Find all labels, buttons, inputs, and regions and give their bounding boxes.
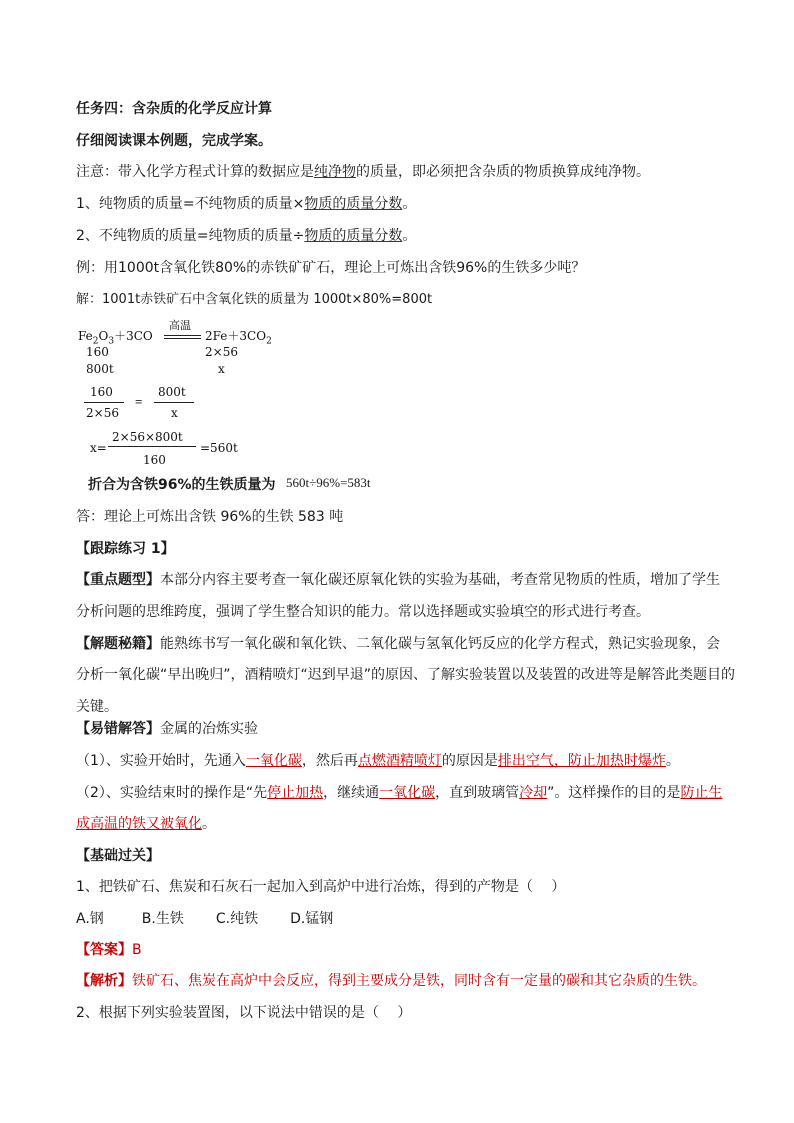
tips-line-2: 分析一氧化碳“早出晚归”，酒精喷灯“迟到早退”的原因、了解实验装置以及装置的改进等是解答此类题目的 [76,667,736,683]
conversion-label: 折合为含铁96%的生铁质量为 [88,477,276,493]
equation-condition: 高温 [169,319,191,332]
key-type-label: 【重点题型】 [76,572,160,588]
task-title: 任务四：含杂质的化学反应计算 [76,101,272,117]
note [76,162,650,182]
q1-options [76,909,333,929]
key-type-line-2: 分析问题的思维跨度，强调了学生整合知识的能力。常以选择题或实验填空的形式进行考查。 [76,604,650,620]
equation-arrow-line-1 [164,335,201,336]
eq-sub-3: 3 [108,336,115,347]
question-end-line-1 [76,783,722,803]
solve-num: 2×56×800t [112,430,183,444]
q1-analysis-text: 铁矿石、焦炭在高炉中会反应，得到主要成分是铁，同时含有一定量的碳和其它杂质的生铁。 [132,973,706,989]
note-highlight: 纯净物 [314,164,356,180]
rule-2 [76,226,416,246]
rule-2-highlight: 物质的质量分数 [304,228,403,244]
eq-right-mass: 2×56 [205,345,238,359]
q-start-b: 一氧化碳 [245,753,302,769]
q-end-a: （2）、实验结束时的操作是“先 [76,785,268,801]
basics-title: 【基础过关】 [76,848,160,864]
question-end-line-2 [76,814,216,834]
rule-2-pre: 2、不纯物质的质量=纯物质的质量÷ [76,228,305,244]
instruction: 仔细阅读课本例题，完成学案。 [76,133,272,149]
rule-1 [76,194,416,214]
rule-1-pre: 1、纯物质的质量=不纯物质的质量× [76,196,305,212]
solve-den: 160 [143,453,166,467]
q1-analysis [76,971,706,991]
eq-sub-2: 2 [92,336,99,347]
q-end-e: ，直到玻璃管 [435,785,520,801]
eq-fe: Fe [78,329,93,343]
rule-2-post: 。 [402,228,417,244]
rule-1-highlight: 物质的质量分数 [304,196,403,212]
q1-stem: 1、把铁矿石、焦炭和石灰石一起加入到高炉中进行冶炼，得到的产物是（ ） [76,879,566,895]
solution-line: 解：1001t赤铁矿石中含氧化铁的质量为 1000t×80%=800t [76,292,433,307]
q1-answer-value: B [132,942,142,958]
q-end-j: 。 [202,816,216,832]
eq-right-unknown: x [218,362,225,376]
eq-o: O [98,329,109,343]
q-start-e: 的原因是 [441,753,498,769]
solve-bar [108,446,196,447]
tips-line-1 [76,634,720,654]
q1-analysis-label: 【解析】 [76,973,132,989]
equation-arrow-line-2 [164,338,201,339]
prop-right-bar [154,402,194,403]
q-end-g: ”。这样操作的目的是 [547,785,681,801]
eq-left-given: 800t [86,362,114,376]
q-start-a: （1）、实验开始时，先通入 [76,753,246,769]
q1-answer-label: 【答案】 [76,942,132,958]
eq-product: 2Fe＋3CO [205,329,267,343]
q2-stem: 2、根据下列实验装置图，以下说法中错误的是（ ） [76,1005,412,1021]
solve-prefix: x= [90,441,107,455]
prop-equals: = [135,394,143,409]
solve-result: =560t [200,441,238,455]
tips-label: 【解题秘籍】 [76,636,160,652]
q-start-d: 点燃酒精喷灯 [357,753,442,769]
q1-option-d: D.锰钢 [290,911,334,927]
errors-line [76,719,258,739]
errors-label: 【易错解答】 [76,721,160,737]
q-end-b: 停止加热 [267,785,324,801]
q-end-h: 防止生 [680,785,723,801]
q1-answer [76,940,142,960]
rule-1-post: 。 [402,196,417,212]
q1-option-c: C.纯铁 [215,911,259,927]
key-type-text-1: 本部分内容主要考查一氧化碳还原氧化铁的实验为基础，考查常见物质的性质，增加了学生 [160,572,720,588]
conversion-calc: 560t÷96%=583t [286,475,371,490]
q-start-f: 排出空气，防止加热时爆炸 [497,753,666,769]
q-end-i: 成高温的铁又被氧化 [76,816,202,832]
q1-option-b: B.生铁 [141,911,184,927]
question-start-line [76,751,680,771]
key-type-line-1 [76,570,720,590]
prop-left-num: 160 [90,385,113,399]
prop-right-den: x [171,406,178,420]
practice-title: 【跟踪练习 1】 [76,541,175,557]
prop-left-bar [84,402,124,403]
tips-line-3: 关键。 [76,699,118,715]
prop-right-num: 800t [158,385,186,399]
answer-line: 答：理论上可炼出含铁 96%的生铁 583 吨 [76,509,344,525]
tips-text-1: 能熟练书写一氧化碳和氧化铁、二氧化碳与氢氧化钙反应的化学方程式，熟记实验现象，会 [160,636,720,652]
errors-topic: 金属的冶炼实验 [160,721,258,737]
q1-option-a: A.钢 [76,911,104,927]
note-pre: 注意：带入化学方程式计算的数据应是 [76,164,314,180]
eq-left-mass: 160 [86,345,109,359]
q-start-c: ，然后再 [301,753,358,769]
q-start-g: 。 [665,753,680,769]
q-end-f: 冷却 [519,785,548,801]
example-problem: 例：用1000t含氧化铁80%的赤铁矿矿石，理论上可炼出含铁96%的生铁多少吨？ [76,260,586,276]
eq-product-sub: 2 [266,336,272,347]
note-post: 的质量，即必须把含杂质的物质换算成纯净物。 [356,164,650,180]
q-end-d: 一氧化碳 [379,785,436,801]
eq-reactant-tail: ＋3CO [114,329,153,343]
q-end-c: ，继续通 [323,785,380,801]
prop-left-den: 2×56 [86,406,119,420]
